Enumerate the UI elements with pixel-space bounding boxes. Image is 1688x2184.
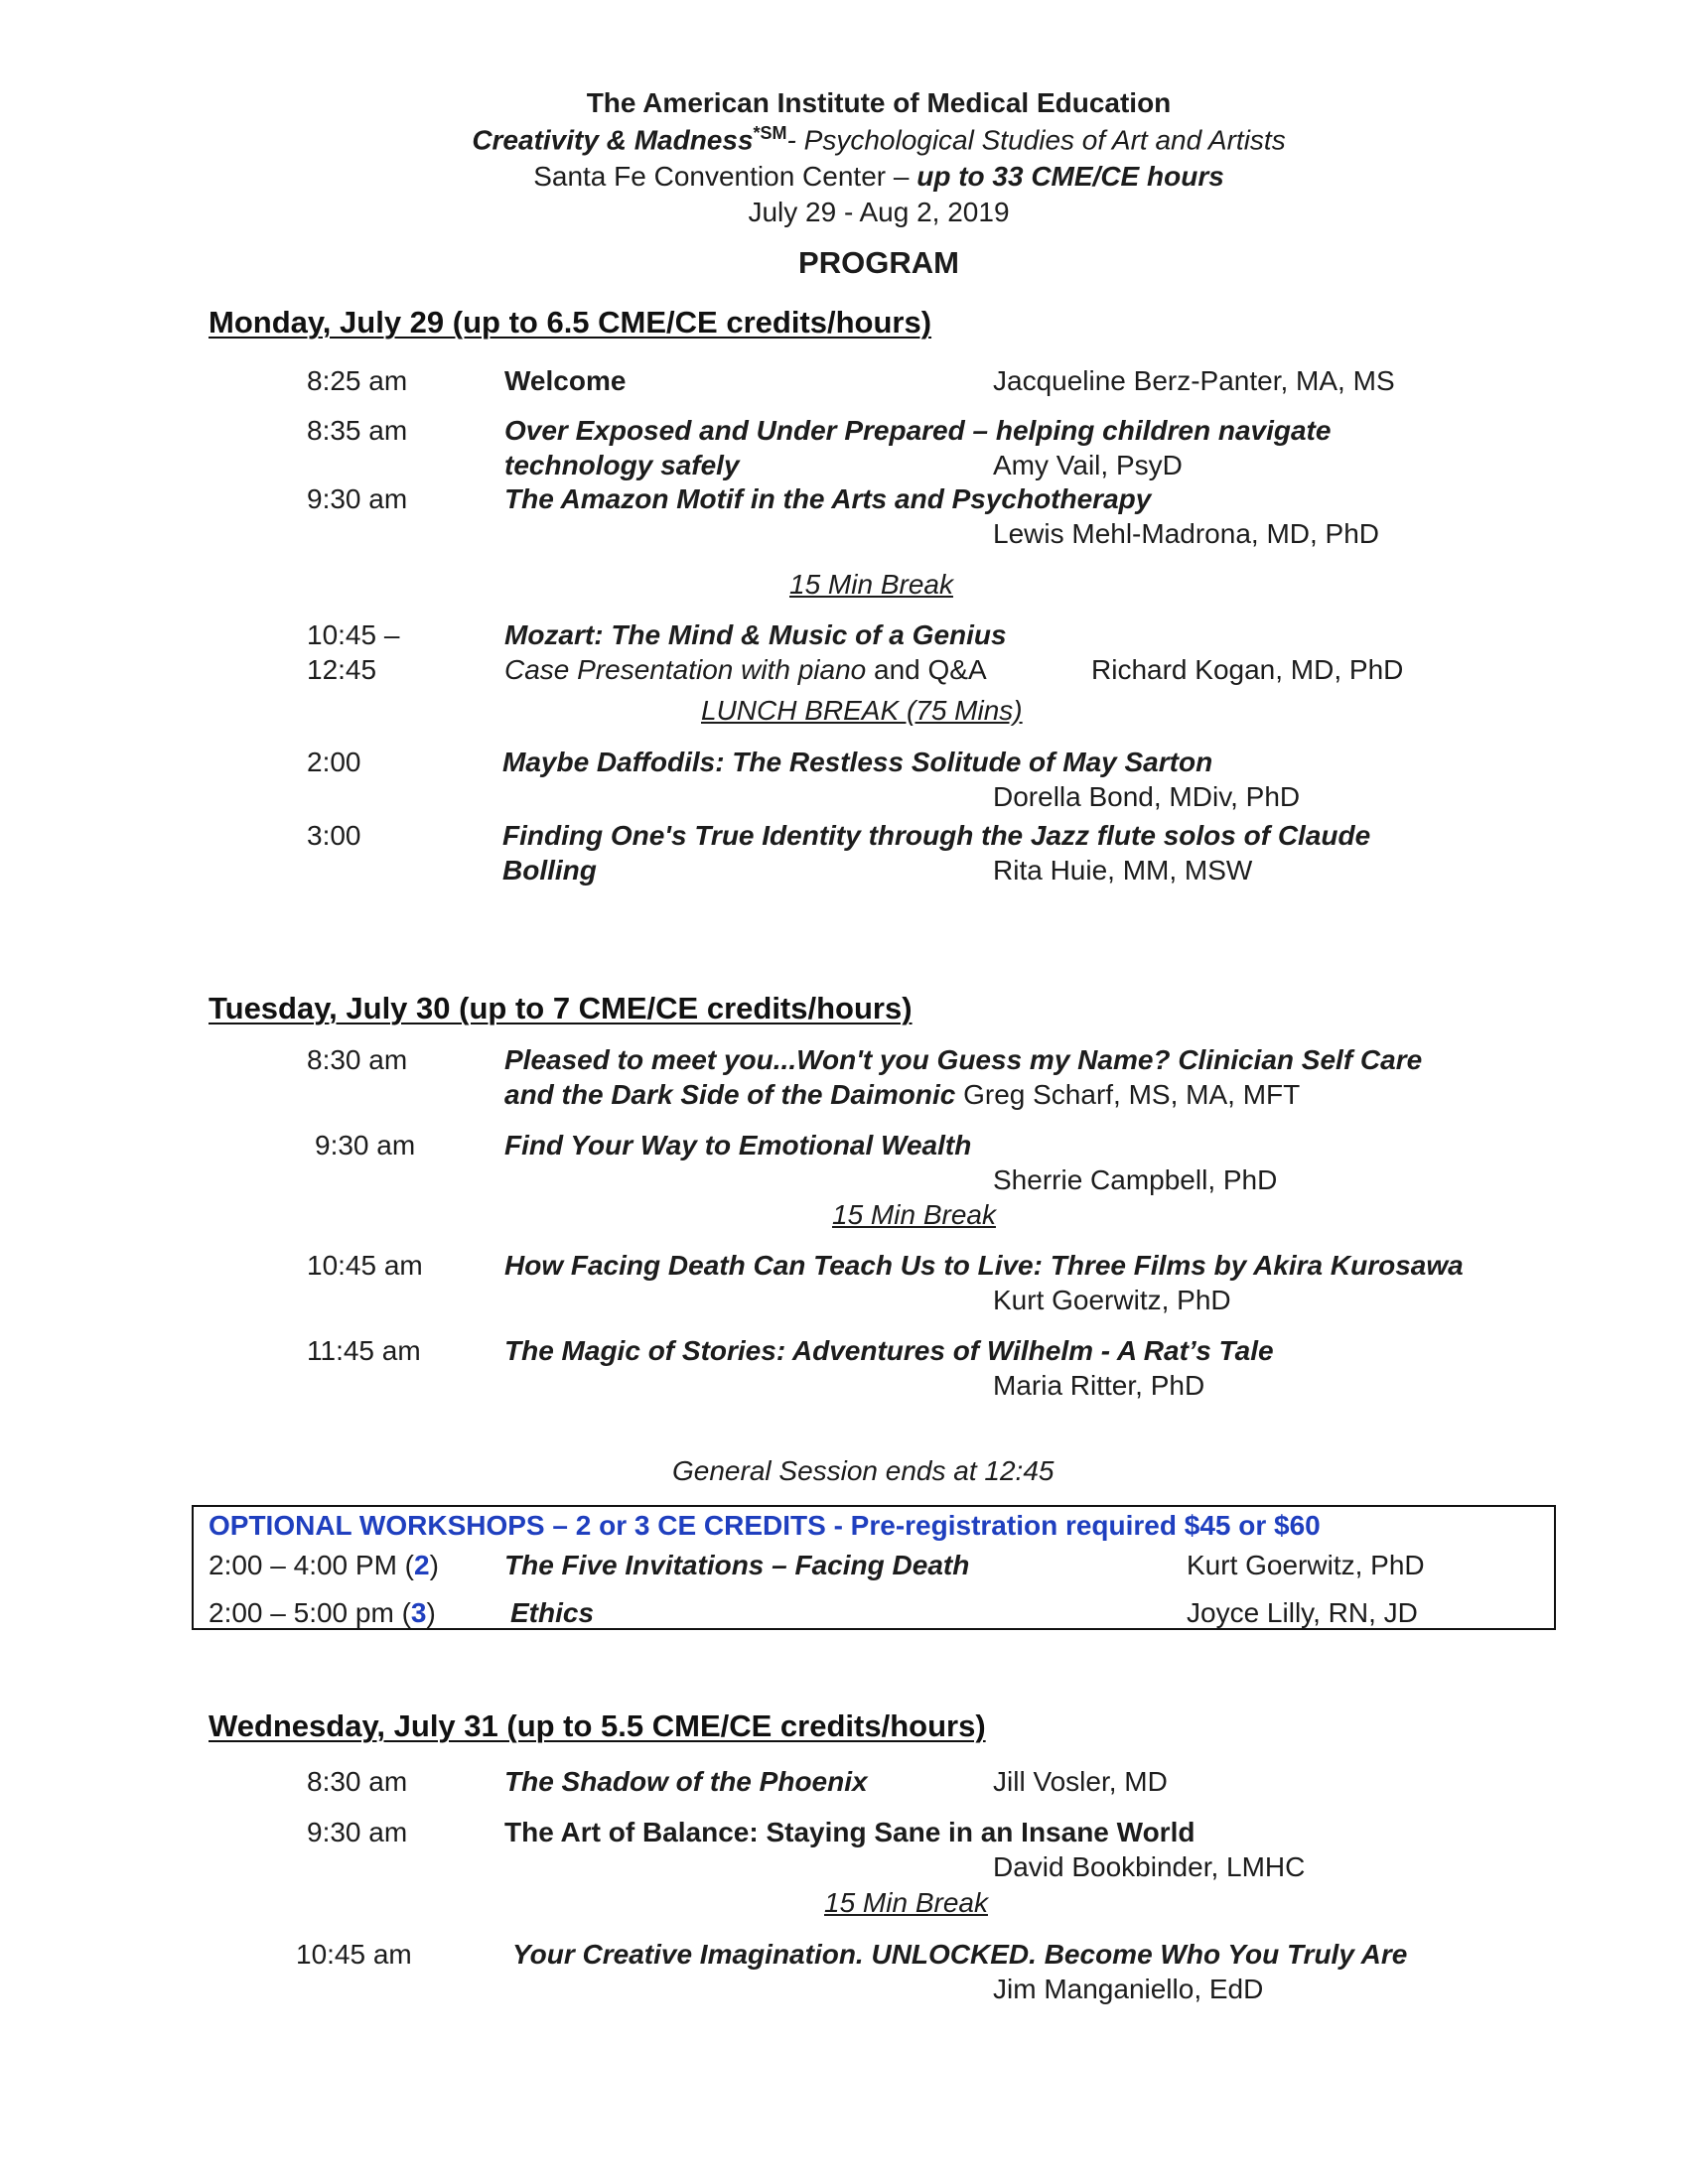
mon-session-1-speaker: Jacqueline Berz-Panter, MA, MS bbox=[993, 365, 1395, 396]
workshop-1-time bbox=[209, 1550, 439, 1581]
tue-session-1-line2 bbox=[504, 1079, 1300, 1111]
general-session-end: General Session ends at 12:45 bbox=[672, 1455, 1055, 1486]
mon-session-4-title: Mozart: The Mind & Music of a Genius bbox=[504, 619, 1007, 650]
wed-session-2-speaker: David Bookbinder, LMHC bbox=[993, 1851, 1306, 1882]
mon-session-6-title-line1: Finding One's True Identity through the Jazz flute solos of Claude bbox=[502, 820, 1371, 851]
wed-session-3-time: 10:45 am bbox=[296, 1939, 412, 1970]
tue-session-1-speaker: Greg Scharf, MS, MA, MFT bbox=[963, 1079, 1301, 1110]
tue-session-4-speaker: Maria Ritter, PhD bbox=[993, 1370, 1205, 1401]
mon-session-5-speaker: Dorella Bond, MDiv, PhD bbox=[993, 781, 1301, 812]
tue-session-3-title: How Facing Death Can Teach Us to Live: Three Films by Akira Kurosawa bbox=[504, 1250, 1464, 1281]
tue-session-1-title-line1: Pleased to meet you...Won't you Guess my Name? Clinician Self Care bbox=[504, 1044, 1423, 1075]
mon-session-4-sub-italic: Case Presentation with piano bbox=[504, 654, 867, 685]
mon-session-6-speaker: Rita Huie, MM, MSW bbox=[993, 855, 1253, 886]
mon-session-2-title-line1: Over Exposed and Under Prepared – helping children navigate bbox=[504, 415, 1332, 446]
workshop-2-title: Ethics bbox=[510, 1597, 595, 1628]
course-title: Creativity & Madness bbox=[472, 124, 754, 156]
tue-session-3-speaker: Kurt Goerwitz, PhD bbox=[993, 1285, 1231, 1315]
mon-session-2-speaker: Amy Vail, PsyD bbox=[993, 450, 1183, 480]
service-mark: *SM bbox=[753, 123, 787, 143]
workshop-1-time-end: ) bbox=[429, 1550, 439, 1580]
event-dates: July 29 - Aug 2, 2019 bbox=[748, 197, 1010, 227]
tue-session-3-time: 10:45 am bbox=[307, 1250, 423, 1281]
course-subtitle: - Psychological Studies of Art and Artists bbox=[786, 124, 1286, 156]
tue-session-2-title: Find Your Way to Emotional Wealth bbox=[504, 1130, 972, 1160]
wed-session-2-time: 9:30 am bbox=[307, 1817, 408, 1847]
mon-lunch-break: LUNCH BREAK (75 Mins) bbox=[701, 695, 1023, 726]
wed-session-1-speaker: Jill Vosler, MD bbox=[993, 1766, 1168, 1797]
mon-session-3-title: The Amazon Motif in the Arts and Psychotherapy bbox=[504, 483, 1152, 514]
workshop-2-time bbox=[209, 1597, 436, 1629]
mon-session-4-speaker: Richard Kogan, MD, PhD bbox=[1091, 654, 1404, 685]
venue-line bbox=[0, 161, 1688, 193]
workshop-1-time-start: 2:00 – 4:00 PM ( bbox=[209, 1550, 415, 1580]
wed-break-1: 15 Min Break bbox=[824, 1887, 988, 1918]
mon-session-4-time-line2: 12:45 bbox=[307, 654, 377, 685]
course-title-line bbox=[0, 123, 1688, 157]
mon-session-4-sub-plain: and Q&A bbox=[866, 654, 987, 685]
wed-session-1-time: 8:30 am bbox=[307, 1766, 408, 1797]
mon-session-2-title-line2: technology safely bbox=[504, 450, 740, 480]
workshop-1-speaker: Kurt Goerwitz, PhD bbox=[1187, 1550, 1425, 1580]
wednesday-heading: Wednesday, July 31 (up to 5.5 CME/CE credits/hours) bbox=[209, 1708, 986, 1743]
mon-session-5-time: 2:00 bbox=[307, 747, 361, 777]
mon-session-6-time: 3:00 bbox=[307, 820, 361, 851]
workshop-2-time-start: 2:00 – 5:00 pm ( bbox=[209, 1597, 411, 1628]
wed-session-3-speaker: Jim Manganiello, EdD bbox=[993, 1974, 1264, 2004]
mon-session-4-time-line1: 10:45 – bbox=[307, 619, 400, 650]
venue: Santa Fe Convention Center – bbox=[533, 161, 917, 192]
organization-name: The American Institute of Medical Education bbox=[586, 87, 1172, 118]
workshop-2-speaker: Joyce Lilly, RN, JD bbox=[1187, 1597, 1418, 1628]
wed-session-3-title: Your Creative Imagination. UNLOCKED. Become Who You Truly Are bbox=[512, 1939, 1408, 1970]
tue-break-1: 15 Min Break bbox=[832, 1199, 996, 1230]
total-hours: up to 33 CME/CE hours bbox=[916, 161, 1224, 192]
wed-session-1-title: The Shadow of the Phoenix bbox=[504, 1766, 868, 1797]
mon-session-3-time: 9:30 am bbox=[307, 483, 408, 514]
tue-session-4-time: 11:45 am bbox=[307, 1335, 421, 1366]
workshop-1-credits: 2 bbox=[414, 1550, 430, 1580]
mon-session-4-subtitle bbox=[504, 654, 987, 686]
tue-session-2-speaker: Sherrie Campbell, PhD bbox=[993, 1164, 1278, 1195]
workshop-2-time-end: ) bbox=[426, 1597, 436, 1628]
mon-session-2-time: 8:35 am bbox=[307, 415, 408, 446]
mon-session-5-title: Maybe Daffodils: The Restless Solitude of May Sarton bbox=[502, 747, 1213, 777]
tue-session-1-title-line2: and the Dark Side of the Daimonic bbox=[504, 1079, 956, 1110]
mon-session-1-title: Welcome bbox=[504, 365, 627, 396]
mon-session-1-time: 8:25 am bbox=[307, 365, 408, 396]
tue-session-4-title: The Magic of Stories: Adventures of Wilhelm - A Rat’s Tale bbox=[504, 1335, 1274, 1366]
mon-session-6-title-line2: Bolling bbox=[502, 855, 597, 886]
wed-session-2-title: The Art of Balance: Staying Sane in an Insane World bbox=[504, 1817, 1196, 1847]
tue-session-2-time: 9:30 am bbox=[315, 1130, 416, 1160]
workshop-1-title: The Five Invitations – Facing Death bbox=[504, 1550, 970, 1580]
program-heading: PROGRAM bbox=[798, 245, 959, 280]
workshops-heading: OPTIONAL WORKSHOPS – 2 or 3 CE CREDITS - Pre-registration required $45 or $60 bbox=[209, 1510, 1321, 1541]
mon-session-3-speaker: Lewis Mehl-Madrona, MD, PhD bbox=[993, 518, 1380, 549]
monday-heading: Monday, July 29 (up to 6.5 CME/CE credits/hours) bbox=[209, 305, 932, 340]
tuesday-heading: Tuesday, July 30 (up to 7 CME/CE credits/hours) bbox=[209, 991, 913, 1025]
mon-break-1: 15 Min Break bbox=[789, 569, 953, 600]
workshop-2-credits: 3 bbox=[410, 1597, 427, 1628]
tue-session-1-time: 8:30 am bbox=[307, 1044, 408, 1075]
